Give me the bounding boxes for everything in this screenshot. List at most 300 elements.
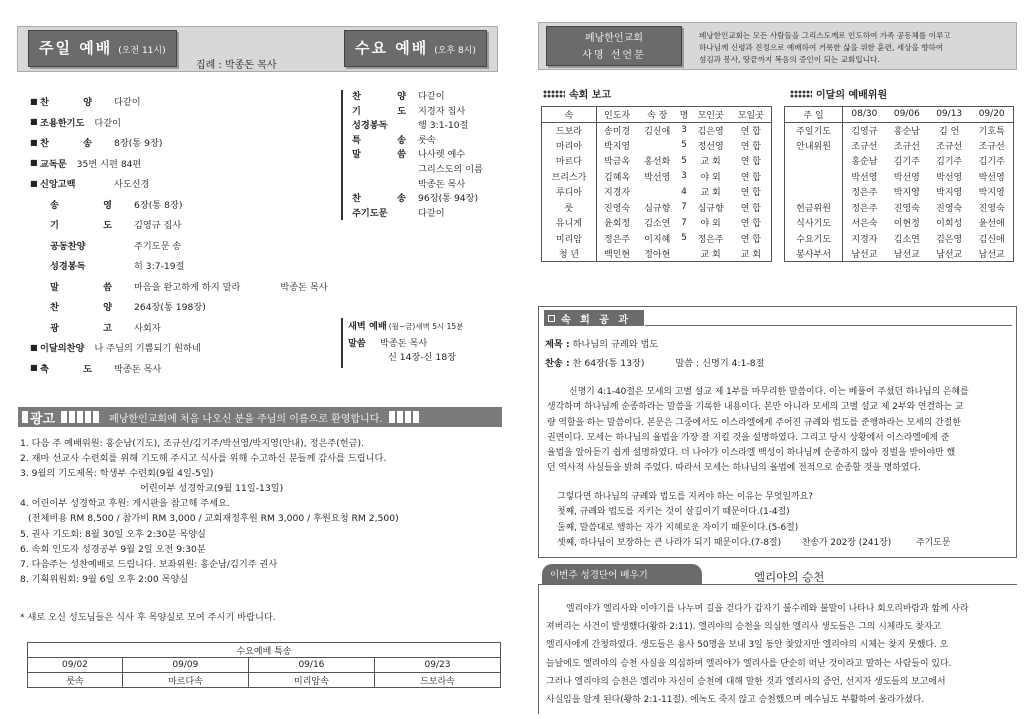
table-cell: 주일기도 (785, 122, 843, 138)
banner-block (77, 411, 83, 423)
lesson-scripture-label: 말씀 : (675, 358, 700, 369)
lesson-line: 권면이다. 모세는 하나님의 율법을 가장 잘 지킬 것을 설명하였다. 그리고 당시 상황에서 이스라엘에게 준 (547, 432, 950, 443)
mission-title: 사명 선언문 (582, 50, 646, 61)
table-cell: 연 합 (740, 157, 761, 168)
lesson-line: 량 역할을 하는 말씀이다. 본문은 그중에서도 이스라엘에게 주어진 규례와 법도를 준행하라는 모세의 간절한 (547, 417, 961, 428)
table-cell: 마르다 (542, 153, 597, 169)
table-cell: 연 합 (740, 126, 761, 137)
label-part: 특 (352, 134, 361, 146)
label-part: 찬 (352, 91, 361, 102)
order-label: 주기도문 (352, 207, 388, 219)
bible-word-text: 그러나 엘리야의 승천은 엘리야 자신이 승천에 대해 말한 것과 엘리사의 증언, 선지자 생도들의 보고에서 (546, 676, 946, 687)
table-cell (637, 138, 677, 154)
table-cell: 남선교 (936, 250, 963, 260)
table-header (542, 107, 772, 123)
table-cell: 청 년 (542, 246, 597, 262)
order-label (352, 90, 406, 105)
table-cell: 연 합 (740, 172, 761, 183)
wed-special-group: 룻속 (28, 673, 123, 688)
table-cell: 박선영 (893, 172, 920, 183)
lesson-body (547, 385, 1013, 477)
table-cell: 박선영 (644, 172, 671, 183)
table-cell: 교 회 (700, 157, 721, 168)
square-icon (548, 315, 555, 322)
bullet-icon: ■ (30, 137, 38, 147)
table-cell: 정아현 (644, 250, 671, 260)
lesson-hymn-value: 찬 64장(통 13장) (572, 358, 645, 369)
worship-order-item (30, 255, 340, 276)
dawn-heading (348, 318, 463, 332)
bullet-icon: ■ (30, 158, 38, 168)
announcement-item: 3. 9월의 기도제목: 학생부 수련회(9월 4일-5일) (20, 468, 214, 480)
table-cell: 서은숙 (851, 219, 878, 230)
table-cell: 홍순남 (893, 126, 920, 137)
order-value: 룻속 (418, 134, 436, 146)
dawn-title: 새벽 예배 (348, 321, 387, 332)
table-cell: 조규선 (936, 141, 963, 152)
wednesday-special-table (27, 642, 501, 688)
table-cell: 교 회 (740, 250, 761, 260)
worship-order-item (30, 132, 340, 153)
label-part: 기도 (66, 117, 85, 129)
order-label (40, 156, 67, 170)
lesson-line: 신명기 4:1-40절은 모세의 고별 설교 제 1부를 마무리한 말씀이다. 이는 베풀어 주셨던 하나님의 은혜를 (569, 387, 969, 397)
label-part: 교 (40, 158, 49, 170)
lesson-closing-prayer: 주기도문 (916, 537, 951, 548)
bible-word-tag (542, 564, 702, 584)
table-row (785, 200, 1014, 216)
label-part: 도 (397, 105, 406, 117)
table-row (785, 122, 1014, 138)
order-value: 다같이 (418, 207, 445, 219)
table-cell: 루디아 (542, 184, 597, 200)
order-label (40, 94, 92, 108)
worship-order-item (30, 91, 340, 112)
label-part: 도 (83, 363, 92, 375)
table-cell: 홍순남 (851, 157, 878, 168)
sunday-time: (오전 11시) (118, 46, 166, 56)
label-part: 송 (397, 193, 406, 205)
table-cell: 박선영 (936, 172, 963, 183)
order-value: 264장(통 198장) (134, 302, 206, 314)
wednesday-time: (오후 8시) (434, 46, 476, 56)
table-cell: 정은주 (604, 234, 631, 245)
order-value: 행 3:1-10절 (418, 120, 469, 132)
order-label (40, 135, 92, 149)
table-cell: 정은주 (851, 203, 878, 214)
wednesday-order-item (352, 90, 502, 105)
table-cell (677, 246, 690, 262)
table-cell: 연 합 (740, 219, 761, 230)
table-cell: 김소연 (644, 219, 671, 230)
table-cell (637, 184, 677, 200)
table-cell: 정은주 (851, 188, 878, 199)
table-cell: 7 (681, 202, 687, 213)
column-header: 모인곳 (691, 107, 731, 123)
order-label (40, 340, 84, 354)
column-header: 09/20 (970, 107, 1013, 123)
worship-order-item (30, 317, 340, 338)
mission-badge (546, 26, 682, 66)
table-cell: 5 (681, 140, 687, 151)
worship-order-item (30, 276, 340, 297)
worship-order-item (30, 153, 340, 174)
bible-word-body (546, 600, 1014, 709)
table-cell: 기호특 (978, 126, 1005, 137)
label-part: 씀 (103, 281, 112, 293)
order-value: 나사렛 예수 (418, 149, 466, 161)
table-cell: 남선교 (893, 250, 920, 260)
table-cell: 7 (681, 217, 687, 228)
wednesday-order-item (352, 119, 502, 134)
table-cell (785, 184, 843, 200)
table-cell: 연 합 (740, 188, 761, 199)
dawn-divider (341, 318, 343, 368)
lesson-closing-hymn: 찬송가 202장 (241장) (801, 537, 892, 548)
label-part: 축 (40, 363, 49, 375)
table-cell: 김기주 (893, 157, 920, 168)
table-cell: 진영숙 (604, 203, 631, 214)
mission-line: 섬김과 봉사, 땅끝까지 복음의 증인이 되는 교회입니다. (699, 55, 880, 64)
order-value: 다같이 (418, 91, 445, 102)
order-value: 박종돈 목사 (114, 363, 162, 375)
table-row (542, 138, 772, 154)
table-cell: 남선교 (978, 250, 1005, 260)
table-row (785, 184, 1014, 200)
worship-order-item (30, 337, 340, 358)
bible-word-text: 늘날에도 엘리야의 승천 사실을 의심하며 엘리야가 엘리사를 단순히 떠난 것이라고 말하는 사람들이 있다. (546, 658, 952, 669)
label-part: 찬 (50, 302, 59, 314)
table-cell: 수요기도 (785, 231, 843, 247)
cell-report-title: 속회 보고 (569, 90, 612, 101)
label-part: 광 (50, 322, 59, 334)
table-row (542, 122, 772, 138)
announcement-item: 4. 어린이부 성경학교 후원: 게시판을 참고해 주세요. (20, 498, 230, 510)
dawn-scripture: 신 14장-신 18장 (388, 352, 457, 363)
table-cell: 야 외 (700, 172, 721, 183)
wed-special-date: 09/23 (374, 658, 500, 673)
bible-word-tag-text: 이번주 성경단어 배우기 (550, 570, 648, 581)
worship-order-item (30, 358, 340, 379)
table-cell: 브리스가 (542, 169, 597, 185)
table-cell: 박지영 (604, 141, 631, 152)
label-part: 이달의 (40, 343, 67, 355)
wed-special-date: 09/16 (248, 658, 374, 673)
bible-word-text: 엘리사에게 간청하였다. 생도들은 용사 50명을 보내 3일 동안 찾았지만 엘리야의 시체는 찾지 못했다. 오 (546, 640, 949, 651)
table-cell: 송미경 (604, 126, 631, 137)
table-cell: 이현정 (893, 219, 920, 230)
order-value: 나 주님의 기쁨되기 원하네 (94, 343, 201, 355)
bible-word-line (538, 584, 539, 714)
bullet-icon: ■ (30, 117, 38, 127)
table-cell: 드보라 (542, 122, 597, 138)
table-cell: 야 외 (700, 219, 721, 230)
table-row (785, 153, 1014, 169)
mission-church: 페낭한인교회 (585, 33, 643, 44)
table-cell: 박금옥 (604, 157, 631, 168)
table-cell: 연 합 (740, 234, 761, 245)
label-part: 기 (50, 220, 59, 232)
mission-line: 페낭한인교회는 모든 사람들을 그리스도께로 인도하여 가족 공동체를 이루고 (699, 31, 951, 40)
worship-order-item (30, 112, 340, 133)
lesson-line: 율법을 알아듣기 쉽게 설명하였다. 더 나아가 이스라엘 백성이 하나님께 순종하지 않아 징벌을 받아야만 했 (547, 448, 956, 459)
table-cell: 박지영 (936, 188, 963, 199)
worship-order-item (30, 173, 340, 194)
wednesday-order-item (352, 134, 502, 149)
sunday-order-list (30, 91, 340, 378)
wednesday-order-item (352, 163, 502, 178)
order-label (40, 361, 92, 375)
table-cell (785, 169, 843, 185)
column-header: 08/30 (843, 107, 886, 123)
lesson-point: 둘째, 말씀대로 행하는 자가 지혜로운 자이기 때문이다.(5-6절) (557, 522, 799, 533)
table-cell: 미리암 (542, 231, 597, 247)
order-value: 박종돈 목사 (418, 178, 466, 190)
announcement-item: (전체비용 RM 8,500 / 참가비 RM 3,000 / 교회재정후원 RM 3,000 / 후원요청 RM 2,500) (28, 513, 399, 525)
dots-icon (790, 90, 812, 98)
table-header-row (785, 107, 1014, 123)
order-label (50, 217, 112, 231)
order-value: 주기도문 송 (134, 240, 182, 252)
label-part: 영 (103, 199, 112, 211)
order-label (50, 279, 112, 293)
table-row (542, 246, 772, 262)
announcement-item: 6. 속회 인도자 성경공부 9월 2일 오전 9:30분 (20, 543, 206, 555)
table-cell: 이지혜 (644, 234, 671, 245)
table-cell: 박지영 (893, 188, 920, 199)
order-value: 지경자 집사 (418, 105, 466, 117)
dots-icon (543, 90, 565, 98)
order-value: 다같이 (94, 117, 122, 129)
bible-word-text: 사실임을 알게 된다(왕하 2:1-11절). 에녹도 죽지 않고 승천했으며 예수님도 부활하여 올라가셨다. (546, 695, 925, 706)
table-cell: 진영숙 (978, 203, 1005, 214)
cell-report-table (541, 106, 772, 262)
column-header: 모일곳 (731, 107, 772, 123)
worship-order-item (30, 296, 340, 317)
table-row (542, 153, 772, 169)
bible-word-section (538, 562, 1017, 714)
order-label (352, 192, 406, 207)
welcome-text: 페낭한인교회에 처음 나오신 분을 주님의 이름으로 환영합니다. (109, 413, 383, 425)
label-part: 고 (103, 322, 112, 334)
banner-block (93, 411, 99, 423)
order-value: 마음을 완고하게 하지 말라 (134, 281, 241, 293)
table-cell: 윤회정 (604, 219, 631, 230)
wed-special-group: 마르다속 (122, 673, 248, 688)
table-cell: 심규향 (697, 203, 724, 214)
order-label (352, 148, 406, 163)
label-part: 양 (103, 302, 112, 314)
order-extra: 박종돈 목사 (280, 281, 328, 293)
table-cell: 5 (681, 233, 687, 244)
label-part: 찬 (352, 193, 361, 205)
table-cell: 백인현 (604, 250, 631, 260)
table-cell: 남선교 (851, 250, 878, 260)
wednesday-order-item (352, 148, 502, 163)
banner-block (413, 411, 419, 423)
wednesday-title-badge (344, 30, 487, 67)
cell-lesson-tag (544, 310, 644, 326)
table-cell: 김영규 (851, 126, 878, 137)
table-row (542, 215, 772, 231)
order-label (50, 320, 112, 334)
lesson-topic (545, 336, 658, 350)
wed-special-group: 드보라속 (374, 673, 500, 688)
lesson-topic-value: 하나님의 규례와 법도 (572, 339, 659, 350)
column-header: 속 장 (637, 107, 677, 123)
label-part: 씀 (397, 149, 406, 161)
table-cell: 김혜옥 (604, 172, 631, 183)
announcement-item: 2. 재마 선교사 수련회를 위해 기도해 주시고 식사를 위해 수고하신 분들께 감사를 드립니다. (20, 453, 387, 465)
table-cell: 김소연 (893, 234, 920, 245)
table-cell: 김기주 (978, 157, 1005, 168)
table-cell: 3 (681, 171, 687, 182)
table-cell: 김은영 (936, 234, 963, 245)
table-cell: 김 언 (939, 126, 960, 137)
label-part: 문 (57, 158, 67, 170)
wednesday-order-list (352, 90, 502, 221)
label-part: 말 (50, 281, 59, 293)
table-cell: 지경자 (851, 234, 878, 245)
table-cell: 교 회 (700, 250, 721, 260)
table-cell: 홍선화 (644, 157, 671, 168)
table-cell: 김신애 (644, 126, 671, 137)
table-cell: 안내위원 (785, 138, 843, 154)
wednesday-order-item (352, 207, 502, 222)
sunday-officiant: 집례 : 박종돈 목사 (196, 60, 277, 71)
wednesday-order-item (352, 192, 502, 207)
table-cell: 진영숙 (893, 203, 920, 214)
table-row (542, 231, 772, 247)
lesson-scripture-value: 신명기 4:1-8절 (702, 358, 765, 369)
column-header: 명 (677, 107, 690, 123)
order-value: 다같이 (114, 97, 141, 109)
label-part: 말 (352, 149, 361, 161)
wednesday-order-item (352, 105, 502, 120)
order-value: 그리스도의 이름 (418, 163, 484, 175)
label-part: 독 (48, 158, 58, 170)
wednesday-order-item (352, 178, 502, 193)
table-cell: 조규선 (851, 141, 878, 152)
table-cell: 봉사부서 (785, 246, 843, 262)
divider-line (645, 325, 1012, 326)
committee-table (784, 106, 1014, 262)
table-row (542, 169, 772, 185)
sunday-title: 주일 예배 (39, 39, 113, 57)
label-part: 양 (83, 97, 92, 109)
banner-block (397, 411, 403, 423)
wednesday-title: 수요 예배 (355, 39, 429, 57)
table-cell: 헌금위원 (785, 200, 843, 216)
order-label (50, 197, 112, 211)
table-cell: 박선영 (851, 172, 878, 183)
order-value: 8장(통 9장) (114, 138, 163, 150)
announcement-item: 1. 다음 주 예배위원: 홍순남(기도), 조규선/김기주/박선영/박지영(안내), 정은주(헌금). (20, 438, 365, 449)
table-cell: 정선영 (697, 141, 724, 152)
committee-heading (790, 86, 887, 101)
lesson-line: 생각하며 하나님께 순종하라는 말씀을 기록한 내용이다. 본만 아니라 모세의 고별 설교 제 2부와 연결하는 교 (547, 402, 964, 413)
banner-block (22, 411, 28, 423)
banner-block (405, 411, 411, 423)
column-header: 09/06 (886, 107, 928, 123)
sunday-title-badge (28, 30, 177, 67)
table-cell: 마리아 (542, 138, 597, 154)
bible-word-text: 엘리야가 엘리사와 이야기를 나누며 길을 걷다가 갑자기 불수레와 불말이 나타나 회오리바람과 함께 사라 (566, 604, 969, 614)
label-part: 기 (352, 105, 361, 117)
worship-order-item (30, 235, 340, 256)
announcement-title: 광고 (30, 411, 56, 427)
table-cell: 심규향 (644, 203, 671, 214)
table-cell: 5 (681, 155, 687, 166)
label-part: 송 (50, 199, 59, 211)
announcement-footnote: * 새로 오신 성도님들은 식사 후 목양실로 모여 주시기 바랍니다. (20, 612, 276, 623)
committee-title: 이달의 예배위원 (816, 90, 888, 101)
order-label: 공동찬양 (50, 240, 86, 252)
label-part: 도 (103, 220, 112, 232)
column-header: 속 (542, 107, 597, 123)
table-row (785, 138, 1014, 154)
announcement-banner (18, 407, 502, 427)
lesson-line: 던 역사적 사실들을 밝혀 주었다. 따라서 모세는 하나님의 율법에 전적으로 순종할 것을 명하였다. (547, 463, 921, 474)
table-row (542, 184, 772, 200)
order-value: 35번 시편 84편 (76, 158, 142, 170)
lesson-hymn (545, 355, 764, 369)
order-label (352, 134, 406, 149)
announcement-item: 7. 다음주는 성찬예배로 드립니다. 보좌위원: 홍순남/김기주 권사 (20, 558, 278, 570)
announcement-item: 어린이부 성경학교(9월 11일-13일) (140, 483, 284, 495)
label-part: 찬 (40, 138, 49, 150)
mission-line: 하나님께 신령과 진정으로 예배하여 거룩한 삶을 위한 훈련, 세상을 향하여 (699, 43, 944, 52)
order-value: 사회자 (134, 322, 161, 334)
mission-text (699, 30, 951, 66)
cell-lesson-box (538, 306, 1017, 558)
wednesday-divider (341, 90, 343, 220)
bullet-icon: ■ (30, 96, 38, 106)
table-cell: 이희성 (936, 219, 963, 230)
table-cell: 연 합 (740, 141, 761, 152)
lesson-points (557, 490, 1013, 551)
label-part: 송 (397, 134, 406, 146)
column-header: 인도자 (596, 107, 637, 123)
table-header (785, 107, 1014, 123)
banner-block (389, 411, 395, 423)
table-cell: 박선영 (978, 172, 1005, 183)
wed-special-title: 수요예배 특송 (28, 643, 501, 658)
order-label (40, 115, 84, 129)
wed-special-group: 미리암속 (248, 673, 374, 688)
table-cell: 지경자 (604, 188, 631, 199)
table-cell: 룻 (542, 200, 597, 216)
table-row (785, 169, 1014, 185)
worship-order-item (30, 214, 340, 235)
order-value: 96장(통 94장) (418, 193, 479, 205)
table-cell: 김신애 (978, 234, 1005, 245)
label-part: 송 (83, 138, 92, 150)
table-cell: 조규선 (893, 141, 920, 152)
label-part: 양 (397, 91, 406, 102)
bullet-icon: ■ (30, 178, 38, 188)
table-cell: 연 합 (740, 203, 761, 214)
table-header-row (542, 107, 772, 123)
table-cell: 4 (681, 186, 687, 197)
order-value: 사도신경 (114, 179, 150, 191)
lesson-hymn-label: 찬송 : (545, 358, 570, 369)
order-label (352, 105, 406, 120)
table-cell (785, 153, 843, 169)
table-cell: 진영숙 (936, 203, 963, 214)
table-cell: 식사기도 (785, 215, 843, 231)
order-value: 김영규 집사 (134, 220, 182, 232)
